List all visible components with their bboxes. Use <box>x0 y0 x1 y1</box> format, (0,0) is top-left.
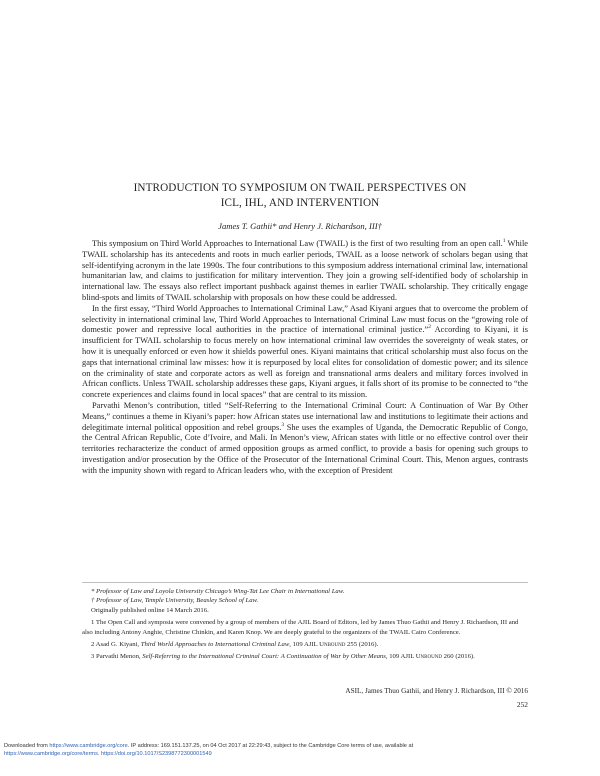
footnote-ref-1: 1 <box>502 238 506 245</box>
footnote-star: * Professor of Law and Loyola University Chicago’s Wing-Tat Lee Chair in International Law. <box>91 588 345 595</box>
footnote-ref-2: 2 <box>428 324 431 331</box>
copyright-line: ASIL, James Thuo Gathii, and Henry J. Richardson, III © 2016 <box>345 687 528 695</box>
paragraph-2: In the first essay, “Third World Approaches to International Criminal Law,” Asad Kiyani argues that to overcome the problem of selectivity in international criminal law, Third World Approaches to International Criminal Law must focus on the “growing role of domestic power and repressive local authorities in the practice of international criminal justice.”$^2$ According to Kiyani, it is insufficient for TWAIL scholarship to focus merely on how international criminal law overrides the sovereignty of weak states, or how it is unequally enforced or even how it shields powerful ones. Kiyani maintains that critical scholarship must also focus on the gaps that international criminal law misses: how it is repurposed by local elites for consolidation of domestic power; and its silence on the criminality of state and corporate actors as well as foreign and transnational arms dealers and military forces involved in African conflicts. Unless TWAIL scholarship addresses these gaps, Kiyani argues, it falls short of its promise to be connected to “the concrete experiences and claims found in local spaces” that are central to its mission. <box>82 303 528 400</box>
publication-note: Originally published online 14 March 2016. <box>91 606 209 614</box>
doi-link[interactable]: . https://doi.org/10.1017/S2398772300001549 <box>97 750 212 757</box>
footnote-dagger: † Professor of Law, Temple University, Beasley School of Law. <box>91 597 259 605</box>
article-authors: James T. Gathii* and Henry J. Richardson, III† <box>218 221 382 231</box>
footnote-divider <box>82 582 528 583</box>
footnote-2: 2 Asad G. Kiyani, Third World Approaches to International Criminal Law, 109 AJIL Unbound 255 (2016). <box>91 641 379 649</box>
footnote-3: 3 Parvathi Menon, Self-Referring to the International Criminal Court: A Continuation of War by Other Means, 109 AJIL Unbound 260 (2016). <box>91 653 475 661</box>
footnote-1: 1 The Open Call and symposia were convened by a group of members of the AJIL Board of Editors, led by James Thuo Gathii and Henry J. Richardson, III and also including Antony Anghie, Christine Chinkin, and Karen Knop. We are deeply grateful to the organizers of the TWAIL Cairo Conference. <box>82 619 519 636</box>
paragraph-1: This symposium on Third World Approaches to International Law (TWAIL) is the first of two resulting from an open call.$^1$ While TWAIL scholarship has its antecedents and roots in much earlier periods, TWAIL as a loose network of scholars began using that self-identifying acronym in the late 1990s. The four contributions to this symposium address international criminal law, international humanitarian law, and claims to justification for military intervention. They join a growing self-identified body of scholarship in international law. The essays also reflect important pushback against themes in earlier TWAIL scholarship. They critically engage blind-spots and limits of TWAIL scholarship with proposals on how these could be addressed. <box>82 238 529 302</box>
footnotes <box>82 587 528 662</box>
article-title <box>60 181 540 210</box>
title-line-1: INTRODUCTION TO SYMPOSIUM ON TWAIL PERSPECTIVES ON <box>133 182 467 194</box>
article-body <box>82 239 528 477</box>
page-number: 252 <box>516 700 528 709</box>
download-notice: Downloaded from https://www.cambridge.org/core. IP address: 169.151.137.25, on 04 Oct 2017 at 22:29:43, subject to the Cambridge Core terms of use, available at https://www.cambridge.org/core/terms. https://doi.org/10.1017/S2398772300001549 <box>4 743 414 757</box>
terms-link[interactable]: https://www.cambridge.org/core/terms <box>4 750 98 757</box>
cambridge-core-link[interactable]: https://www.cambridge.org/core <box>49 743 128 749</box>
footnote-ref-3: 3 <box>281 421 285 428</box>
paragraph-3: Parvathi Menon’s contribution, titled “Self-Referring to the International Criminal Court: A Continuation of War By Other Means,” continues a theme in Kiyani’s paper: how African states use international law and institutions to legitimate their actions and delegitimate internal political opposition and rebel groups.$^3$ She uses the examples of Uganda, the Democratic Republic of Congo, the Central African Republic, Cote d’Ivoire, and Mali. In Menon’s view, African states with little or no effective control over their territories recharacterize the conduct of armed opposition groups as armed conflict, to provide a basis for opening such groups to investigation and/or prosecution by the Office of the Prosecutor of the International Criminal Court. This, Menon argues, contrasts with the impunity shown with regard to African leaders who, with the exception of President <box>82 400 528 475</box>
title-line-2: ICL, IHL, AND INTERVENTION <box>220 196 380 209</box>
